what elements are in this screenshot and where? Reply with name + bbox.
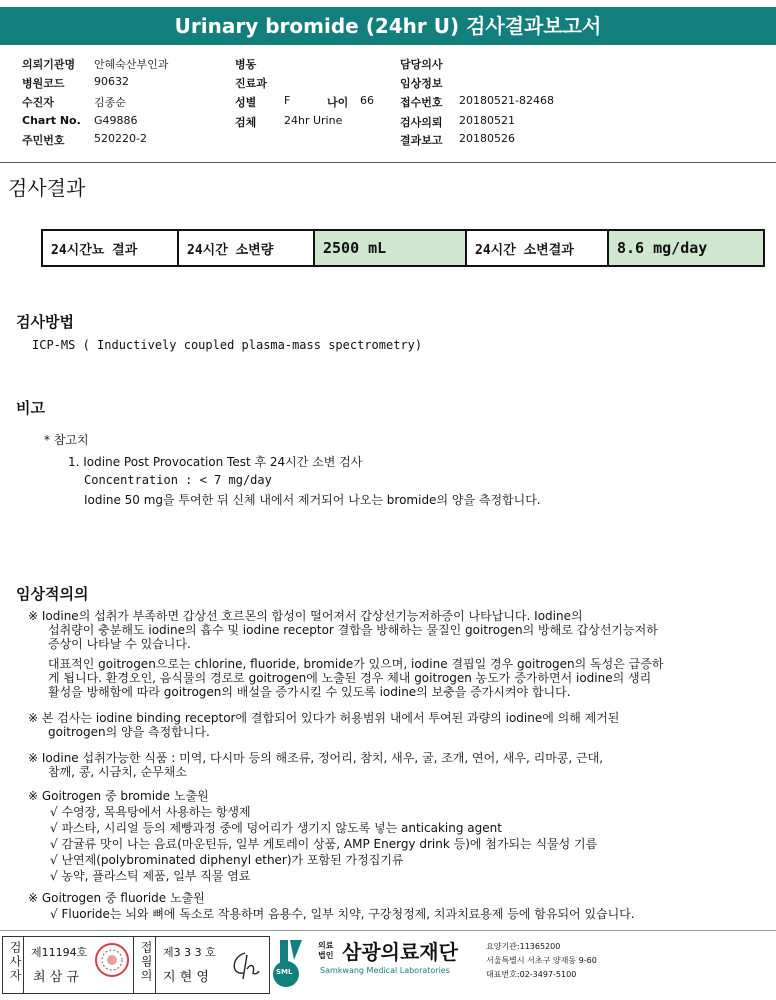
corp-type-2: 법인 — [318, 951, 334, 960]
signature-box — [2, 936, 270, 994]
label-department: 진료과 — [235, 77, 267, 90]
bromide-source-2: √ 파스타, 시리얼 등의 제빵과정 중에 덩어리가 생기지 않도록 넣는 anticaking agent — [50, 821, 502, 835]
reference-title: * 참고치 — [44, 433, 89, 447]
method-text: ICP-MS ( Inductively coupled plasma-mass spectrometry) — [32, 338, 423, 352]
physician-license: 제3 3 3 호 — [163, 946, 216, 959]
results-heading: 검사결과 — [8, 176, 86, 200]
corp-code: 요양기관:11365200 — [486, 942, 561, 951]
bromide-source-4: √ 난연제(polybrominated diphenyl ether)가 포함된 가정집기류 — [50, 853, 404, 867]
clinical-p2b: 게 됩니다. 환경오인, 음식물의 경로로 goitrogen에 노출된 경우 체내 goitrogen 농도가 증가하면서 iodine의 생리 — [48, 671, 652, 685]
examiner-seal-icon — [95, 943, 129, 977]
reference-concentration: Concentration : < 7 mg/day — [84, 473, 272, 487]
value-hospital-code: 90632 — [94, 75, 129, 88]
corp-name: 삼광의료재단 — [342, 940, 458, 964]
cell-result-value: 8.6 mg/day — [608, 230, 764, 266]
report-title: Urinary bromide (24hr U) 검사결과보고서 — [0, 7, 776, 45]
label-chart-no: Chart No. — [22, 114, 81, 127]
corp-type — [318, 941, 333, 961]
examiner-license: 제11194호 — [31, 946, 88, 959]
label-specimen: 검체 — [235, 116, 257, 129]
label-request-date: 검사의뢰 — [400, 116, 443, 129]
cell-volume-label: 24시간 소변량 — [178, 230, 314, 266]
clinical-p2c: 활성을 방해함에 따라 goitrogen의 배설을 증가시킬 수 있도록 iodine의 보충을 증가시켜야 합니다. — [48, 685, 571, 699]
reference-item-1: 1. Iodine Post Provocation Test 후 24시간 소변 검사 — [68, 455, 363, 469]
logo-abbr: SML — [276, 968, 293, 976]
footer-divider — [0, 930, 776, 931]
label-receipt-no: 접수번호 — [400, 96, 443, 109]
bromide-source-5: √ 농약, 플라스틱 제품, 일부 직물 염료 — [50, 869, 251, 883]
value-request-date: 20180521 — [459, 114, 515, 127]
examiner-side-label: 검사자 — [8, 941, 22, 983]
corp-english-name: Samkwang Medical Laboratories — [320, 966, 450, 975]
physician-side-label: 접읨의 — [139, 941, 153, 983]
label-doctor: 담당의사 — [400, 58, 443, 71]
company-logo-icon — [270, 938, 316, 992]
cell-24h-label: 24시간뇨 결과 — [42, 230, 178, 266]
label-institution: 의뢰기관명 — [22, 58, 76, 71]
label-resident-no: 주민번호 — [22, 134, 65, 147]
clinical-p1c: 증상이 나타날 수 있습니다. — [48, 637, 191, 651]
corp-phone: 대표번호:02-3497-5100 — [486, 970, 577, 979]
clinical-p4b: 참깨, 콩, 시금치, 순무채소 — [48, 765, 187, 779]
corp-address: 서울특별시 서초구 양재동 9-60 — [486, 956, 597, 965]
bromide-source-3: √ 감귤류 맛이 나는 음료(마운틴듀, 일부 게토레이 상품, AMP Energy drink 등)에 첨가되는 식물성 기름 — [50, 837, 598, 851]
clinical-heading: 임상적의의 — [16, 585, 89, 603]
clinical-p3b: goitrogen의 양을 측정합니다. — [48, 725, 210, 739]
clinical-p3: ※ 본 검사는 iodine binding receptor에 결합되어 있다가 허용범위 내에서 투여된 과량의 iodine에 의해 제거된 — [28, 711, 620, 725]
label-hospital-code: 병원코드 — [22, 77, 65, 90]
sig-divider-1 — [23, 937, 24, 993]
clinical-p4: ※ Iodine 섭취가능한 식품 : 미역, 다시마 등의 해조류, 정어리, 참치, 새우, 굴, 조개, 연어, 새우, 리마콩, 근대, — [28, 751, 604, 765]
value-chart-no: G49886 — [94, 114, 138, 127]
clinical-p5: ※ Goitrogen 중 bromide 노출원 — [28, 789, 209, 803]
label-clinical-info: 임상정보 — [400, 77, 443, 90]
physician-name: 지 현 영 — [163, 970, 209, 985]
examiner-name: 최 삼 규 — [33, 970, 79, 985]
clinical-p1b: 섭취량이 충분해도 iodine의 흡수 및 iodine receptor 결합을 방해하는 물질인 goitrogen의 방해로 갑상선기능저하 — [48, 623, 658, 637]
clinical-p2: 대표적인 goitrogen으로는 chlorine, fluoride, bromide가 있으며, iodine 결핍일 경우 goitrogen의 독성은 급증하 — [48, 657, 664, 671]
method-heading: 검사방법 — [16, 313, 74, 331]
sig-divider-3 — [155, 937, 156, 993]
clinical-p6: ※ Goitrogen 중 fluoride 노출원 — [28, 891, 205, 905]
value-sex: F — [284, 94, 291, 107]
clinical-body — [28, 609, 768, 921]
label-report-date: 결과보고 — [400, 134, 443, 147]
value-age: 66 — [360, 94, 374, 107]
fluoride-source-1: √ Fluoride는 뇌와 뼈에 독소로 작용하며 음용수, 일부 치약, 구강청정제, 치과치료용제 등에 함유되어 있습니다. — [50, 907, 635, 921]
sig-divider-2 — [133, 937, 134, 993]
value-institution: 안혜숙산부인과 — [94, 58, 169, 71]
reference-description: Iodine 50 mg을 투여한 뒤 신체 내에서 제거되어 나오는 bromide의 양을 측정합니다. — [84, 493, 541, 507]
cell-volume-value: 2500 mL — [314, 230, 466, 266]
corp-type-1: 의료 — [318, 941, 334, 950]
cell-result-label: 24시간 소변결과 — [466, 230, 608, 266]
info-divider — [0, 162, 776, 163]
clinical-p1: ※ Iodine의 섭취가 부족하면 갑상선 호르몬의 합성이 떨어져서 갑상선기능저하증이 나타납니다. Iodine의 — [28, 609, 583, 623]
value-receipt-no: 20180521-82468 — [459, 94, 554, 107]
results-table — [41, 229, 765, 267]
corp-contact — [486, 940, 597, 982]
value-specimen: 24hr Urine — [284, 114, 343, 127]
label-ward: 병동 — [235, 58, 257, 71]
label-patient: 수진자 — [22, 96, 54, 109]
value-resident-no: 520220-2 — [94, 132, 147, 145]
label-age: 나이 — [327, 96, 349, 109]
label-sex: 성별 — [235, 96, 257, 109]
physician-signature-icon — [225, 947, 261, 987]
remarks-heading: 비고 — [16, 399, 45, 417]
bromide-source-1: √ 수영장, 목욕탕에서 사용하는 항생제 — [50, 805, 251, 819]
value-patient: 김종순 — [94, 96, 126, 109]
value-report-date: 20180526 — [459, 132, 515, 145]
